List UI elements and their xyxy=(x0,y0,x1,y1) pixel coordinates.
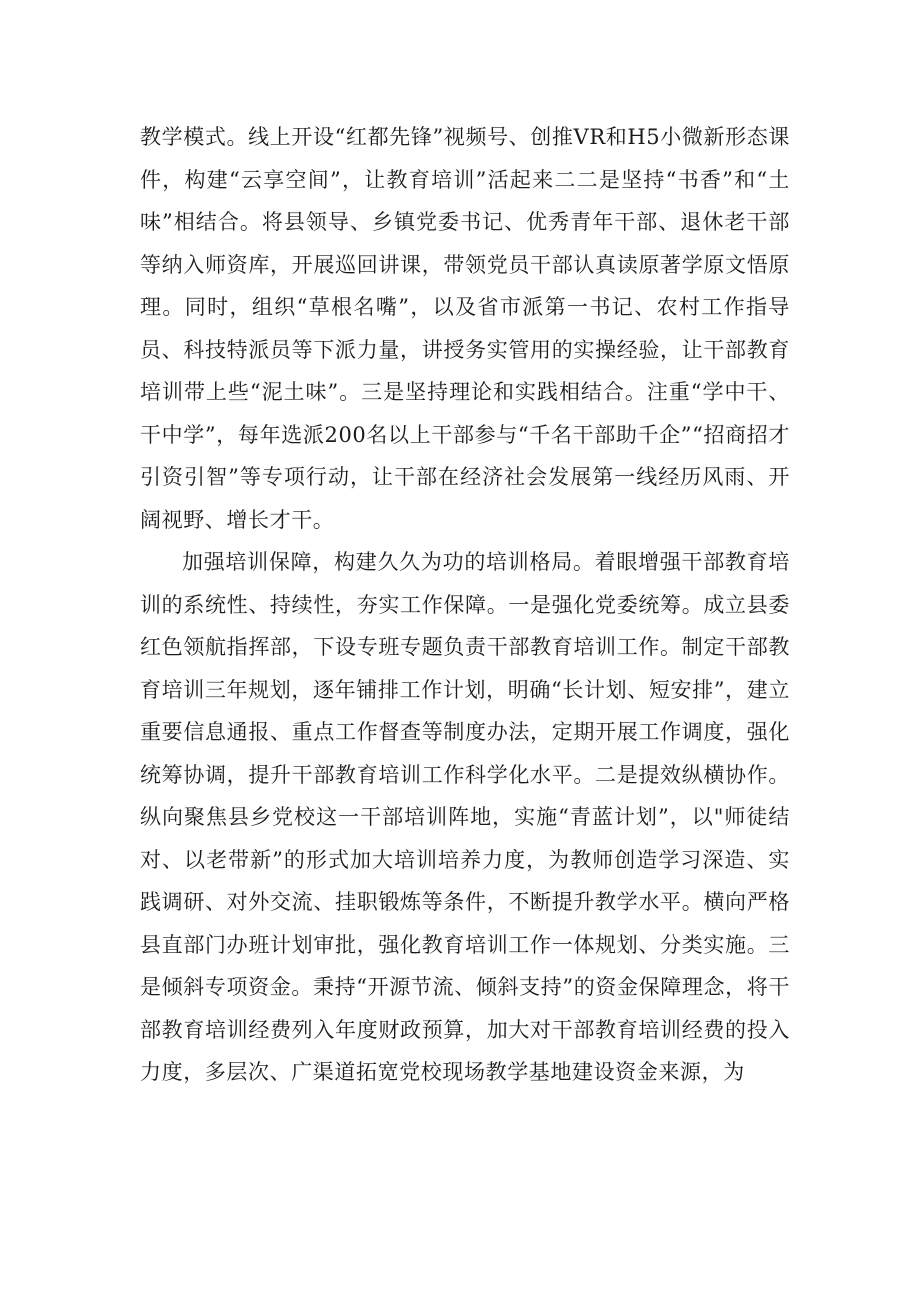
paragraph-training-guarantee: 加强培训保障，构建久久为功的培训格局。着眼增强干部教育培训的系统性、持续性，夯实工作保障。一是强化党委统筹。成立县委红色领航指挥部，下设专班专题负责干部教育培训工作。制定干部教育培训三年规划，逐年铺排工作计划，明确“长计划、短安排”，建立重要信息通报、重点工作督查等制度办法，定期开展工作调度，强化统筹协调，提升干部教育培训工作科学化水平。二是提效纵横协作。纵向聚焦县乡党校这一干部培训阵地，实施“青蓝计划”，以"师徒结对、以老带新”的形式加大培训培养力度，为教师创造学习深造、实践调研、对外交流、挂职锻炼等条件，不断提升教学水平。横向严格县直部门办班计划审批，强化教育培训工作一体规划、分类实施。三是倾斜专项资金。秉持“开源节流、倾斜支持”的资金保障理念，将干部教育培训经费列入年度财政预算，加大对干部教育培训经费的投入力度，多层次、广渠道拓宽党校现场教学基地建设资金来源，为 xyxy=(140,550,790,1084)
paragraph-continued: 教学模式。线上开设“红都先锋”视频号、创推VR和H5小微新形态课件，构建“云享空间”，让教育培训”活起来二二是坚持“书香”和“土味”相结合。将县领导、乡镇党委书记、优秀青年干部、退休老干部等纳入师资库，开展巡回讲课，带领党员干部认真读原著学原文悟原理。同时，组织“草根名嘴”，以及省市派第一书记、农村工作指导员、科技特派员等下派力量，讲授务实管用的实操经验，让干部教育培训带上些“泥土味”。三是坚持理论和实践相结合。注重“学中干、干中学”，每年选派200名以上干部参与“千名干部助千企”“招商招才引资引智”等专项行动，让干部在经济社会发展第一线经历风雨、开阔视野、增长才干。 xyxy=(140,125,790,532)
document-body xyxy=(140,116,790,1094)
